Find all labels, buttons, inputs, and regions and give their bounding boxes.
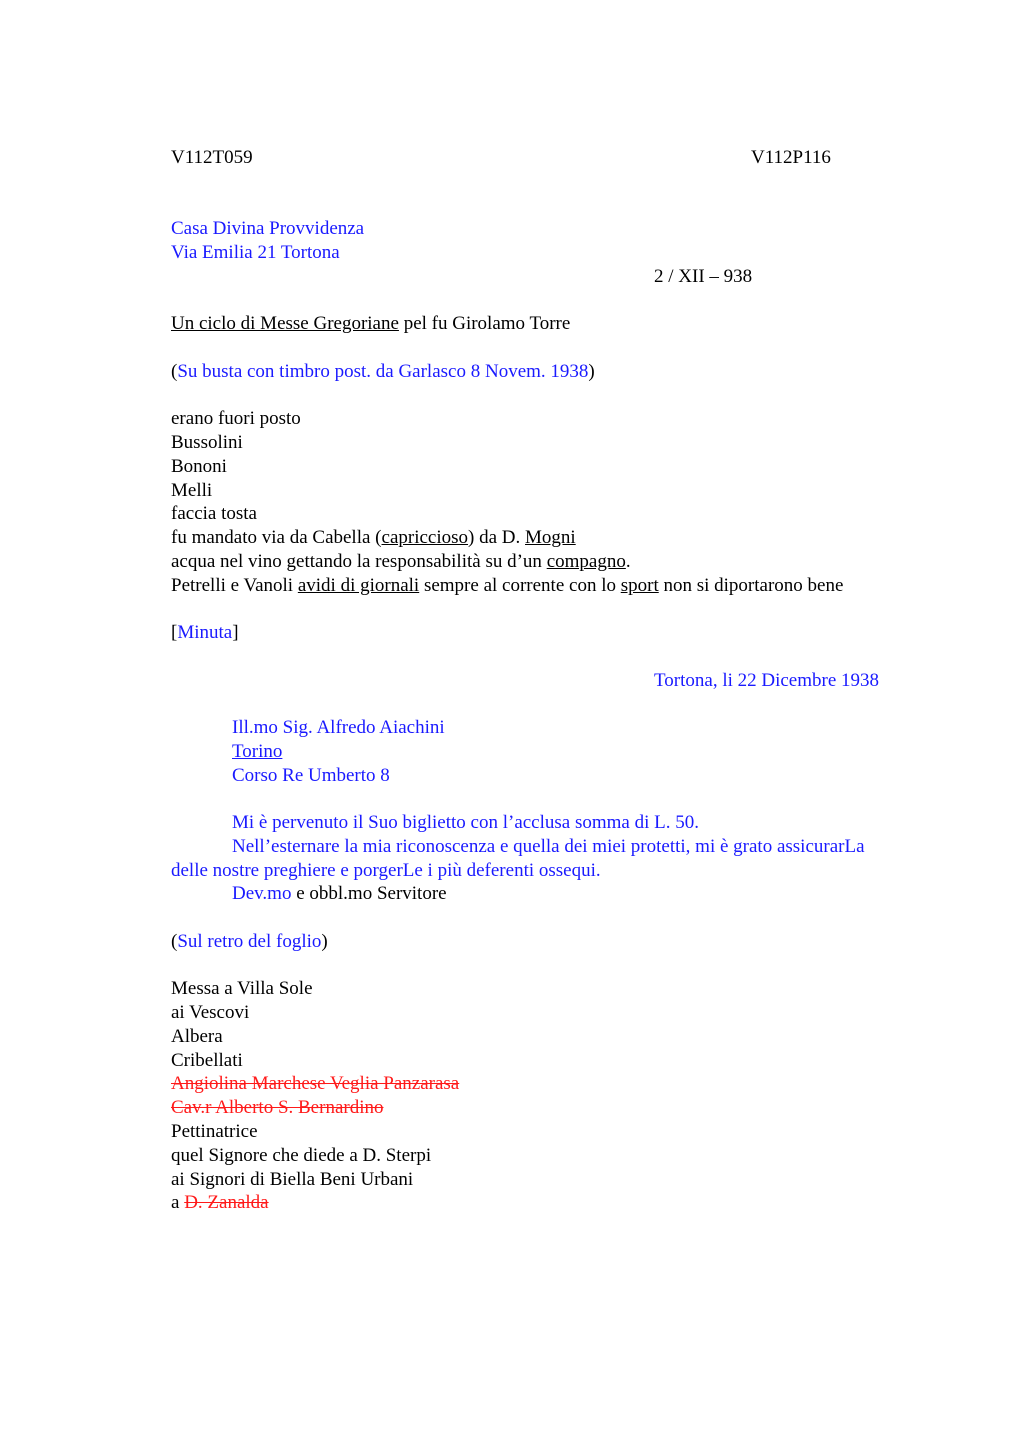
note-underlined: Mogni	[525, 527, 576, 548]
back-list-prefix: a	[171, 1192, 185, 1213]
back-list-item-struck: Angiolina Marchese Veglia Panzarasa	[171, 1073, 460, 1094]
back-list-struck-text: D. Zanalda	[184, 1192, 269, 1213]
closing-blue: Dev.mo	[232, 883, 292, 904]
letter-closing	[232, 882, 447, 906]
archive-code-left: V112T059	[171, 147, 253, 168]
note-line: Bononi	[171, 456, 227, 477]
subject-underlined: Un ciclo di Messe Gregoriane	[171, 313, 399, 334]
note-text: acqua nel vino gettando la responsabilità su d’un	[171, 551, 547, 572]
letter-body-line: Nell’esternare la mia riconoscenza e quella dei miei protetti, mi è grato assicurarLa	[232, 836, 865, 857]
recipient-name: Ill.mo Sig. Alfredo Aiachini	[232, 717, 445, 738]
letter-body-line: delle nostre preghiere e porgerLe i più deferenti ossequi.	[171, 860, 601, 881]
note-text: ) da D.	[468, 527, 526, 548]
note-text: non si diportarono bene	[658, 575, 844, 596]
note-underlined: sport	[620, 575, 659, 596]
subject-line	[171, 312, 570, 336]
minuta-text: Minuta	[177, 622, 233, 643]
note-text: Petrelli e Vanoli	[171, 575, 298, 596]
note-text: .	[625, 551, 631, 572]
back-list-item: Messa a Villa Sole	[171, 978, 313, 999]
recipient-city: Torino	[232, 741, 283, 762]
closing-black: e obbl.mo Servitore	[291, 883, 447, 904]
back-note: (Sul retro del foglio)	[171, 931, 328, 952]
note-line: erano fuori posto	[171, 408, 301, 429]
note-line: Bussolini	[171, 432, 243, 453]
note-line	[171, 574, 843, 598]
envelope-note: (Su busta con timbro post. da Garlasco 8 Novem. 1938)	[171, 361, 595, 382]
archive-code-right: V112P116	[751, 147, 831, 168]
note-text: sempre al corrente con lo	[419, 575, 621, 596]
note-underlined: capriccioso	[381, 527, 469, 548]
minuta-label: [Minuta]	[171, 622, 239, 643]
note-underlined: compagno	[546, 551, 626, 572]
sender-line-2: Via Emilia 21 Tortona	[171, 242, 340, 263]
back-list-item: Albera	[171, 1026, 223, 1047]
back-list-item: Cribellati	[171, 1050, 243, 1071]
back-note-text: Sul retro del foglio	[177, 931, 322, 952]
back-list-item: Pettinatrice	[171, 1121, 258, 1142]
letter-body-line: Mi è pervenuto il Suo biglietto con l’acclusa somma di L. 50.	[232, 812, 699, 833]
back-list-item: ai Vescovi	[171, 1002, 250, 1023]
envelope-note-text: Su busta con timbro post. da Garlasco 8 Novem. 1938	[177, 361, 589, 382]
back-list-item: ai Signori di Biella Beni Urbani	[171, 1169, 414, 1190]
note-underlined: avidi di giornali	[297, 575, 420, 596]
date-top: 2 / XII – 938	[654, 266, 753, 287]
note-line	[171, 526, 576, 550]
back-list-item-struck: Cav.r Alberto S. Bernardino	[171, 1097, 384, 1118]
back-list-item: quel Signore che diede a D. Sterpi	[171, 1145, 432, 1166]
back-list-item	[171, 1191, 269, 1215]
note-text: fu mandato via da Cabella (	[171, 527, 382, 548]
note-line: faccia tosta	[171, 503, 257, 524]
subject-rest: pel fu Girolamo Torre	[398, 313, 571, 334]
sender-line-1: Casa Divina Provvidenza	[171, 218, 365, 239]
letter-place-date: Tortona, li 22 Dicembre 1938	[654, 670, 880, 691]
note-line	[171, 550, 631, 574]
note-line: Melli	[171, 480, 213, 501]
recipient-street: Corso Re Umberto 8	[232, 765, 390, 786]
